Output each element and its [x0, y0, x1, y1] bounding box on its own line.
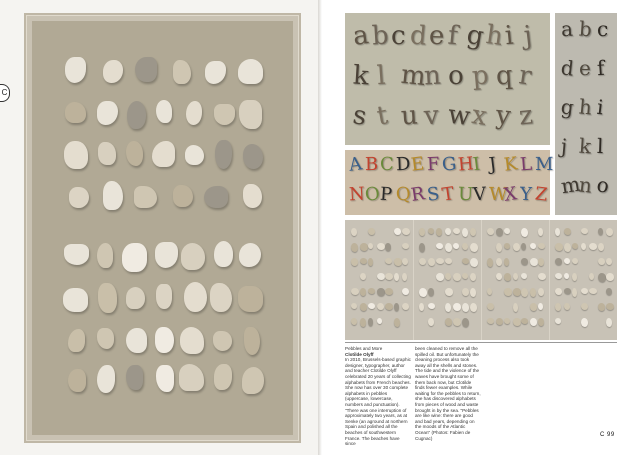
pebble-board — [32, 21, 293, 435]
small-pebble-letter — [538, 273, 546, 280]
small-pebble-letter — [538, 243, 545, 249]
pebble-letter — [173, 185, 193, 207]
small-pebble-letter — [462, 273, 468, 279]
pebble-letter — [180, 327, 204, 354]
found-object-letter: a — [351, 20, 371, 52]
small-pebble-letter — [462, 258, 469, 264]
found-object-letter: h — [484, 19, 505, 53]
small-pebble-letter — [581, 228, 588, 234]
small-pebble-letter — [402, 273, 407, 281]
small-pebble-letter — [351, 318, 357, 325]
small-pebble-letter — [360, 243, 368, 251]
small-pebble-letter — [487, 303, 494, 310]
small-pebble-letter — [581, 303, 588, 310]
found-object-letter: i — [503, 20, 515, 52]
found-object-letter: r — [517, 60, 534, 92]
small-pebble-letter — [572, 258, 578, 264]
pebble-letter — [214, 104, 235, 125]
found-object-letter: T — [440, 183, 456, 206]
caption-body-1: In 2010, Brussels-based graphic designer, typographer, author and teacher Clotilde Olyff celebrated 20 years of collecting alphabets from French beaches. She now has over 30 complete alphabets in pebbles (uppercase, lowercase, numbers and punctuation). "There was one interruption of approximately two years, as at Senke (an aground at northern Spain and polished all the beaches of southwestern France. The beaches have since — [345, 357, 411, 447]
found-object-letter: j — [522, 20, 534, 52]
found-object-letter: x — [469, 99, 489, 133]
small-pebble-letter — [402, 228, 410, 235]
pebble-letter — [68, 329, 85, 352]
small-pebble-letter — [564, 273, 569, 279]
small-pebble-letter — [530, 303, 537, 311]
small-pebble-letter — [360, 303, 367, 311]
small-pebble-letter — [377, 318, 382, 324]
small-pebble-letter — [445, 318, 452, 326]
small-pebble-letter — [564, 243, 571, 252]
found-object-letter: O — [363, 183, 381, 206]
found-object-letter: j — [559, 133, 569, 159]
small-pebble-letter — [496, 318, 503, 325]
found-object-letter: D — [395, 153, 411, 176]
small-pebble-letter — [504, 243, 510, 249]
pebble-letter — [179, 364, 204, 391]
small-pebble-letter — [470, 258, 478, 267]
small-pebble-letter — [513, 318, 521, 326]
small-pebble-letter — [360, 288, 366, 296]
small-pebble-letter — [470, 273, 476, 281]
small-pebble-letter — [555, 243, 563, 251]
small-pebble-letter — [368, 288, 375, 294]
small-pebble-letter — [394, 273, 399, 281]
found-object-letter: p — [470, 60, 490, 92]
pebble-letter — [156, 284, 172, 309]
pebble-letter — [127, 101, 146, 129]
pebble-letter — [65, 57, 86, 83]
small-pebble-letter — [521, 318, 528, 324]
small-pebble-letter — [487, 258, 493, 267]
small-pebble-letter — [496, 258, 502, 266]
small-pebble-letter — [453, 228, 460, 234]
pebble-letter — [239, 100, 262, 129]
small-pebble-letter — [530, 288, 536, 297]
pebble-letter — [155, 327, 174, 353]
small-pebble-letter — [436, 273, 444, 281]
small-pebble-letter — [368, 318, 373, 326]
found-object-letter: c — [596, 16, 609, 42]
pebble-letter — [122, 243, 147, 272]
small-pebble-letter — [572, 243, 578, 249]
found-object-letter: f — [596, 55, 606, 81]
small-pebble-letter — [470, 288, 476, 297]
found-object-letter: B — [364, 153, 378, 176]
pebble-letter — [68, 369, 86, 392]
found-object-letter: n — [423, 60, 442, 92]
small-pebble-letter — [555, 303, 561, 311]
found-object-letter: Z — [533, 183, 549, 206]
small-pebble-letter — [504, 288, 512, 296]
pebble-letter — [152, 141, 175, 167]
caption-author: Clotilde Olyff — [345, 351, 374, 357]
small-pebble-letter — [581, 288, 588, 294]
small-pebble-letter — [385, 303, 393, 310]
pebble-letter — [242, 367, 264, 394]
page-number — [600, 432, 615, 438]
small-pebble-letter — [564, 228, 571, 235]
found-object-letter: U — [457, 183, 473, 206]
found-object-letter: H — [456, 153, 475, 176]
small-pebble-letter — [598, 258, 605, 265]
small-pebble-letter — [598, 243, 604, 251]
small-pebble-letter — [445, 228, 451, 235]
small-pebble-letter — [555, 273, 562, 279]
small-pebble-letter — [513, 303, 518, 312]
small-pebble-letter — [368, 243, 373, 249]
small-pebble-letter — [419, 288, 427, 297]
gutter — [318, 0, 322, 455]
small-pebble-letter — [606, 228, 613, 236]
found-object-letter: o — [447, 60, 465, 92]
small-pebble-letter — [521, 273, 527, 279]
small-pebble-letter — [513, 288, 521, 296]
driftwood-alphabet-photo — [345, 13, 550, 145]
found-object-letter: l — [375, 60, 387, 92]
small-pebble-letter — [513, 243, 520, 251]
found-object-letter: d — [408, 20, 428, 52]
small-pebble-letter — [428, 288, 434, 296]
small-pebble-letter — [394, 303, 399, 311]
small-pebble-letter — [504, 273, 511, 281]
small-pebble-letter — [385, 258, 392, 264]
pebble-alphabets-grid-photo — [345, 220, 617, 340]
found-object-letter: G — [441, 153, 458, 176]
small-pebble-letter — [487, 228, 494, 235]
found-object-letter: V — [472, 183, 487, 206]
small-pebble-letter — [530, 243, 536, 249]
found-object-letter: n — [577, 172, 594, 198]
pebble-letter — [205, 61, 226, 84]
small-pebble-letter — [351, 288, 359, 295]
small-pebble-letter — [453, 303, 461, 311]
found-object-letter: q — [494, 60, 514, 92]
small-pebble-letter — [470, 243, 478, 252]
pebble-letter — [238, 286, 263, 312]
small-pebble-letter — [572, 273, 577, 281]
small-pebble-letter — [377, 243, 385, 250]
small-pebble-letter — [589, 243, 597, 250]
pebble-letter — [214, 364, 232, 390]
pebble-letter — [97, 328, 114, 349]
found-object-letter: F — [425, 153, 440, 176]
twig-alphabet-photo — [555, 13, 617, 215]
found-object-letter: k — [352, 60, 370, 92]
pebble-letter — [214, 241, 233, 267]
chapter-tab[interactable]: C — [0, 84, 10, 102]
found-object-letter: J — [487, 153, 497, 176]
small-pebble-letter — [402, 288, 409, 295]
found-object-letter: s — [350, 100, 369, 132]
found-object-letter: v — [423, 100, 440, 132]
small-pebble-letter — [589, 288, 597, 294]
pebble-letter — [63, 288, 88, 312]
found-object-letter: w — [446, 99, 472, 133]
found-object-letter: m — [399, 59, 427, 93]
small-pebble-letter — [394, 258, 402, 266]
pebble-letter — [185, 145, 204, 165]
small-pebble-letter — [419, 228, 425, 236]
pebble-letter — [98, 142, 116, 165]
small-pebble-letter — [564, 303, 570, 310]
small-pebble-letter — [496, 273, 502, 280]
pebble-letter — [126, 141, 143, 166]
small-pebble-letter — [436, 258, 444, 264]
pebble-letter — [244, 327, 260, 355]
found-object-letter: Y — [519, 183, 532, 206]
found-object-letter: A — [347, 153, 364, 176]
found-object-letter: i — [595, 94, 605, 120]
small-pebble-letter — [564, 258, 570, 264]
found-object-letter: m — [559, 171, 582, 199]
framed-pebble-alphabet-photo — [24, 13, 301, 443]
small-pebble-letter — [555, 318, 561, 324]
small-pebble-letter — [538, 318, 544, 326]
small-pebble-letter — [445, 303, 451, 312]
small-pebble-letter — [598, 303, 605, 311]
pebble-letter — [97, 101, 118, 125]
found-object-letter: g — [559, 94, 576, 120]
pebble-letter — [134, 186, 157, 208]
small-pebble-letter — [377, 288, 385, 296]
small-pebble-letter — [428, 318, 434, 326]
small-pebble-letter — [470, 228, 476, 236]
caption-column-2 — [415, 346, 481, 441]
small-pebble-letter — [487, 318, 494, 324]
caption-title: Pebbles and More — [345, 346, 383, 351]
found-object-letter: X — [502, 183, 519, 206]
pebble-letter — [210, 283, 232, 312]
pebble-letter — [97, 365, 115, 393]
pebble-letter — [213, 331, 232, 351]
small-pebble-letter — [351, 228, 357, 236]
found-object-letter: Q — [394, 183, 412, 206]
found-object-letter: l — [596, 133, 604, 159]
found-object-letter: W — [488, 183, 508, 206]
waste-alphabet-photo — [345, 150, 554, 215]
found-object-letter: a — [560, 16, 574, 42]
found-object-letter: S — [425, 183, 441, 206]
small-pebble-letter — [513, 273, 518, 280]
found-object-letter: C — [379, 153, 394, 176]
small-pebble-letter — [445, 258, 452, 264]
found-object-letter: f — [446, 20, 460, 52]
small-pebble-letter — [530, 318, 537, 326]
pebble-letter — [103, 181, 123, 210]
small-pebble-letter — [521, 228, 528, 237]
found-object-letter: K — [502, 153, 519, 176]
small-pebble-letter — [606, 303, 614, 310]
small-pebble-letter — [462, 228, 468, 237]
small-pebble-letter — [351, 258, 358, 266]
small-pebble-letter — [496, 228, 503, 236]
small-pebble-letter — [504, 228, 510, 234]
page-number-text: C 99 — [600, 432, 615, 438]
small-pebble-letter — [538, 303, 543, 310]
small-pebble-letter — [385, 273, 393, 280]
small-pebble-letter — [419, 243, 425, 252]
small-pebble-letter — [606, 318, 612, 327]
small-pebble-letter — [453, 243, 459, 249]
small-pebble-letter — [581, 243, 586, 250]
pebble-letter — [135, 57, 157, 82]
small-pebble-letter — [521, 243, 526, 250]
found-object-letter: u — [399, 100, 419, 132]
small-pebble-letter — [555, 228, 560, 236]
found-object-letter: R — [409, 183, 427, 206]
small-pebble-letter — [385, 288, 393, 295]
caption-column-1 — [345, 346, 411, 447]
small-pebble-letter — [394, 318, 400, 327]
caption-block — [345, 346, 565, 447]
small-pebble-letter — [453, 273, 461, 281]
small-pebble-letter — [428, 258, 435, 266]
small-pebble-letter — [453, 318, 461, 326]
small-pebble-letter — [436, 228, 442, 236]
pebble-letter — [243, 184, 262, 208]
small-pebble-letter — [428, 228, 434, 234]
caption-rule — [345, 342, 617, 343]
found-object-letter: E — [409, 153, 426, 176]
pebble-letter — [186, 101, 202, 125]
small-pebble-letter — [572, 288, 577, 297]
small-pebble-letter — [521, 288, 528, 297]
small-pebble-letter — [606, 288, 612, 295]
small-pebble-letter — [368, 258, 373, 266]
small-pebble-letter — [606, 273, 614, 281]
small-pebble-letter — [402, 243, 409, 249]
small-pebble-letter — [351, 303, 357, 309]
small-pebble-letter — [538, 288, 544, 296]
small-pebble-letter — [445, 243, 452, 252]
pebble-letter — [69, 187, 89, 208]
small-pebble-letter — [521, 258, 528, 265]
small-pebble-letter — [555, 288, 562, 295]
pebble-letter — [173, 60, 191, 84]
small-pebble-letter — [360, 258, 367, 264]
small-pebble-letter — [445, 288, 453, 296]
small-pebble-letter — [598, 273, 606, 282]
small-pebble-letter — [598, 228, 603, 235]
small-pebble-letter — [462, 243, 468, 250]
small-pebble-letter — [428, 303, 435, 309]
pebble-letter — [97, 243, 113, 268]
small-pebble-letter — [351, 243, 358, 252]
small-pebble-letter — [368, 303, 375, 309]
small-pebble-letter — [402, 258, 408, 265]
pebble-letter — [156, 100, 172, 123]
small-pebble-letter — [589, 273, 594, 280]
found-object-letter: c — [390, 20, 406, 52]
pebble-letter — [65, 102, 86, 123]
pebble-letter — [126, 287, 145, 309]
pebble-letter — [181, 243, 205, 270]
small-pebble-letter — [487, 288, 492, 295]
small-pebble-letter — [385, 243, 391, 251]
small-pebble-letter — [462, 303, 469, 312]
small-pebble-letter — [564, 288, 571, 294]
found-object-letter: M — [534, 153, 554, 176]
small-pebble-letter — [496, 243, 502, 252]
pebble-letter — [184, 282, 207, 312]
small-pebble-letter — [538, 258, 544, 266]
small-pebble-letter — [419, 258, 426, 265]
small-pebble-letter — [360, 318, 366, 327]
found-object-letter: z — [517, 100, 535, 132]
pebble-letter — [204, 186, 228, 208]
pebble-letter — [239, 243, 261, 267]
found-object-letter: e — [428, 20, 445, 52]
found-object-letter: k — [578, 133, 592, 159]
found-object-letter: d — [559, 55, 576, 81]
small-pebble-letter — [462, 318, 469, 327]
found-object-letter: I — [471, 153, 482, 176]
pebble-letter — [238, 59, 263, 84]
found-object-letter: P — [379, 183, 393, 206]
pebble-letter — [64, 141, 88, 169]
small-pebble-letter — [606, 258, 612, 265]
pebble-letter — [155, 242, 178, 268]
small-pebble-letter — [530, 258, 538, 266]
found-object-letter: b — [371, 20, 390, 52]
pebble-letter — [64, 244, 89, 265]
pebble-letter — [215, 140, 232, 169]
found-object-letter: L — [518, 153, 533, 176]
pebble-letter — [103, 60, 123, 83]
pebble-letter — [98, 283, 117, 313]
small-pebble-letter — [445, 273, 451, 280]
small-pebble-letter — [555, 258, 562, 265]
small-pebble-letter — [504, 318, 510, 324]
small-pebble-letter — [377, 303, 384, 310]
found-object-letter: y — [494, 100, 512, 132]
pebble-letter — [243, 144, 263, 169]
found-object-letter: b — [578, 16, 593, 42]
found-object-letter: t — [374, 100, 390, 132]
small-pebble-letter — [394, 228, 401, 235]
small-pebble-letter — [581, 318, 588, 327]
small-pebble-letter — [470, 303, 477, 312]
small-pebble-letter — [462, 288, 469, 296]
small-pebble-letter — [436, 243, 443, 249]
found-object-letter: e — [578, 55, 592, 81]
small-pebble-letter — [360, 273, 366, 280]
pebble-letter — [126, 365, 143, 390]
small-pebble-letter — [402, 303, 409, 310]
found-object-letter: o — [595, 172, 612, 198]
found-object-letter: N — [348, 183, 366, 206]
found-object-letter: g — [464, 19, 486, 53]
found-object-letter: h — [577, 94, 593, 120]
caption-body-2: been cleaned to remove all the spilled oil. But unfortunately the cleaning process also took away all the shells and stones. The tide and the violence of the waves have brought some of them back now, but Clotilde finds fewer examples. While waiting for the pebbles to return, she has discovered alphabets from pieces of wood and waste brought in by the sea. "Pebbles are like wine: there are good and bad years, depending on the moods of the Atlantic Ocean" (Photos: Fabien de Cugnac) — [415, 346, 481, 441]
pebble-letter — [156, 365, 174, 392]
small-pebble-letter — [377, 273, 385, 280]
small-pebble-letter — [504, 258, 509, 266]
small-pebble-letter — [538, 228, 543, 236]
small-pebble-letter — [419, 303, 424, 311]
pebble-letter — [126, 328, 147, 353]
small-pebble-letter — [368, 228, 375, 235]
